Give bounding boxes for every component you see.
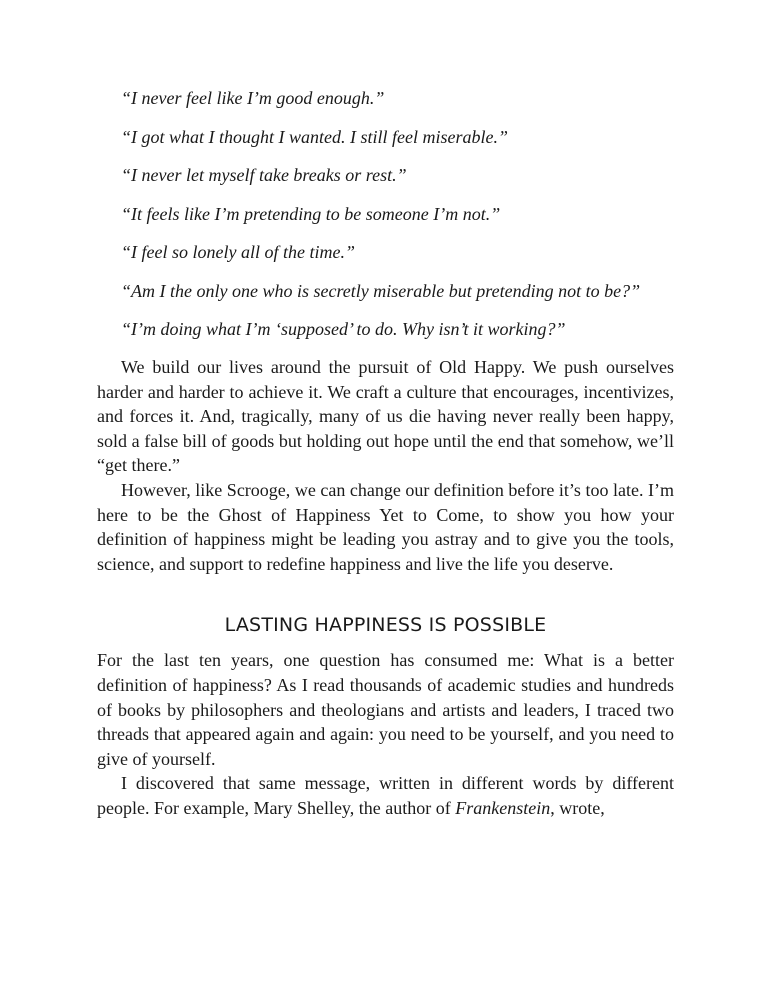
- section-heading: LASTING HAPPINESS IS POSSIBLE: [224, 614, 547, 637]
- book-page: [97, 86, 674, 821]
- quote: “I never feel like I’m good enough.”: [121, 88, 385, 108]
- body-paragraph: [97, 771, 674, 820]
- quote: “Am I the only one who is secretly miserable but pretending not to be?”: [121, 280, 641, 301]
- quote: “I feel so lonely all of the time.”: [121, 242, 355, 262]
- book-title: Frankenstein: [455, 797, 551, 818]
- quote: “I got what I thought I wanted. I still feel miserable.”: [121, 126, 508, 147]
- quote: “I’m doing what I’m ‘supposed’ to do. Why isn’t it working?”: [121, 319, 566, 339]
- paragraph-text: , wrote,: [550, 797, 605, 818]
- body-paragraph: However, like Scrooge, we can change our definition before it’s too late. I’m here to be the Ghost of Happiness Yet to Come, to show you how your definition of happiness might be leading you astray and to give you the tools, science, and support to redefine happiness and live the life you deserve.: [97, 479, 674, 574]
- quote: “It feels like I’m pretending to be someone I’m not.”: [121, 203, 501, 224]
- body-paragraph: For the last ten years, one question has consumed me: What is a better definition of happiness? As I read thousands of academic studies and hundreds of books by philosophers and theologians and artists and leaders, I traced two threads that appeared again and again: you need to be yourself, and you need to give of yourself.: [97, 650, 674, 769]
- paragraph-text: I discovered that same message, written in different words by different people. For example, Mary Shelley, the author of: [97, 773, 674, 818]
- quote: “I never let myself take breaks or rest.”: [121, 165, 407, 185]
- body-paragraph: We build our lives around the pursuit of Old Happy. We push ourselves harder and harder to achieve it. We craft a culture that encourages, incentivizes, and forces it. And, tragically, many of us die having never really been happy, sold a false bill of goods but holding out hope until the end that somehow, we’ll “get there.”: [97, 357, 674, 476]
